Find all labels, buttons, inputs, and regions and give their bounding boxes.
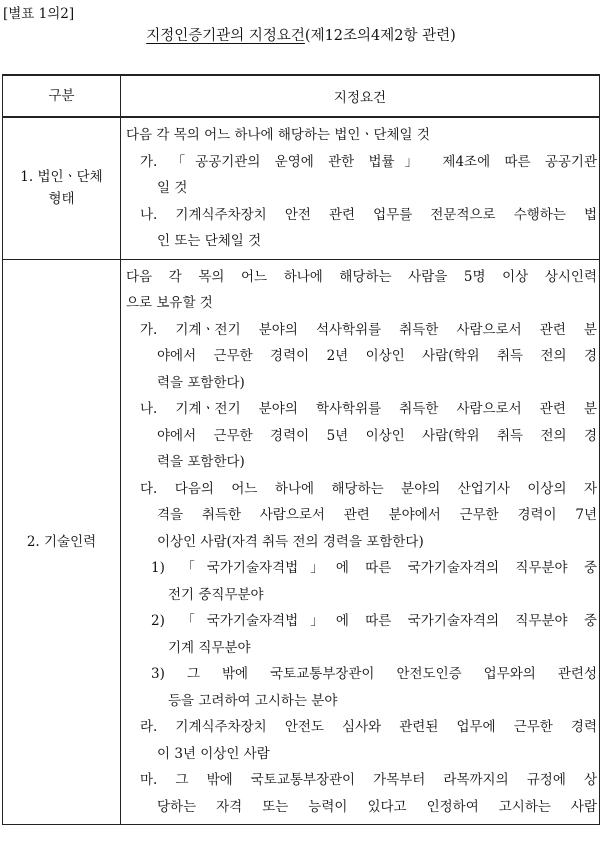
requirement-line: 다음 각 목의 어느 하나에 해당하는 사람을 5명 이상 상시인력 xyxy=(126,268,597,285)
requirement-line: 야에서 근무한 경력이 5년 이상인 사람(학위 취득 전의 경 xyxy=(157,427,597,444)
category-line: 1. 법인ㆍ단체 xyxy=(20,169,103,186)
requirement-line: 마. 그 밖에 국토교통부장관이 가목부터 라목까지의 규정에 상 xyxy=(140,772,597,788)
requirement-line: 이상인 사람(자격 취득 전의 경력을 포함한다) xyxy=(157,533,424,550)
requirement-line: 다. 다음의 어느 하나에 해당하는 분야의 산업기사 이상의 자 xyxy=(140,480,597,497)
requirement-line: 전기 중직무분야 xyxy=(168,586,264,603)
requirements-cell xyxy=(121,117,600,259)
table-header-row xyxy=(3,75,600,117)
requirement-line: 력을 포함한다) xyxy=(157,454,245,470)
requirement-line: 이 3년 이상인 사람 xyxy=(157,745,270,762)
requirement-line: 일 것 xyxy=(157,180,188,196)
requirements-table xyxy=(2,74,600,825)
category-line: 2. 기술인력 xyxy=(26,533,97,550)
requirement-line: 나. 기계식주차장치 안전 관련 업무를 전문적으로 수행하는 법 xyxy=(140,206,597,223)
requirement-line: 라. 기계식주차장치 안전도 심사와 관련된 업무에 근무한 경력 xyxy=(140,719,597,735)
requirement-line: 2) 「국가기술자격법」에 따른 국가기술자격의 직무분야 중 xyxy=(151,613,597,629)
requirement-line: 기계 직무분야 xyxy=(168,639,251,656)
category-cell xyxy=(3,117,121,259)
requirement-line: 나. 기계ㆍ전기 분야의 학사학위를 취득한 사람으로서 관련 분 xyxy=(140,401,597,417)
requirement-line: 등을 고려하여 고시하는 분야 xyxy=(168,692,338,709)
document-title xyxy=(0,24,602,45)
requirement-line: 가. 기계ㆍ전기 분야의 석사학위를 취득한 사람으로서 관련 분 xyxy=(140,321,597,338)
header-category: 구분 xyxy=(3,75,121,117)
header-requirements: 지정요건 xyxy=(121,75,600,117)
annex-label: [별표 1의2] xyxy=(3,6,75,22)
requirement-line: 으로 보유할 것 xyxy=(126,295,213,311)
table-row xyxy=(3,117,600,259)
requirement-line: 다음 각 목의 어느 하나에 해당하는 법인ㆍ단체일 것 xyxy=(126,127,430,143)
requirement-line: 3) 그 밖에 국토교통부장관이 안전도인증 업무와의 관련성 xyxy=(151,666,597,682)
requirements-cell xyxy=(121,259,600,825)
requirement-line: 가. 「공공기관의 운영에 관한 법률」 제4조에 따른 공공기관 xyxy=(140,153,597,170)
table-row xyxy=(3,259,600,825)
title-suffix: (제12조의4제2항 관련) xyxy=(304,28,456,44)
requirement-line: 력을 포함한다) xyxy=(157,374,245,391)
requirement-line: 야에서 근무한 경력이 2년 이상인 사람(학위 취득 전의 경 xyxy=(157,348,597,364)
table-body xyxy=(3,117,600,825)
requirement-line: 인 또는 단체일 것 xyxy=(157,233,262,249)
requirement-line: 격을 취득한 사람으로서 관련 분야에서 근무한 경력이 7년 xyxy=(157,507,597,523)
requirement-line: 당하는 자격 또는 능력이 있다고 인정하여 고시하는 사람 xyxy=(157,798,597,815)
category-cell xyxy=(3,259,121,825)
category-line: 형태 xyxy=(48,191,75,208)
requirement-line: 1) 「국가기술자격법」에 따른 국가기술자격의 직무분야 중 xyxy=(151,560,597,576)
title-main: 지정인증기관의 지정요건 xyxy=(146,28,305,44)
